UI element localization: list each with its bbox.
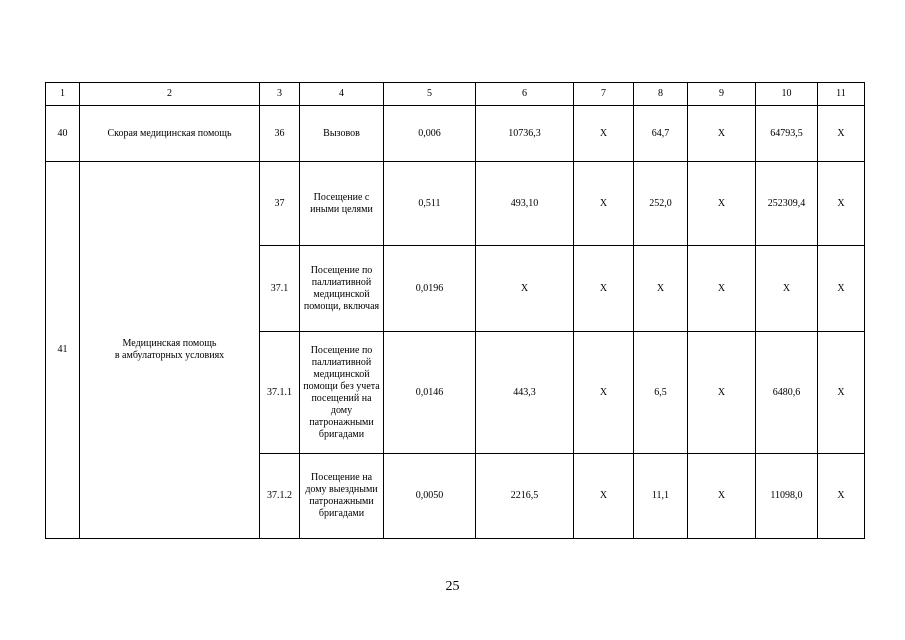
header-cell: 8 xyxy=(634,83,688,106)
header-cell: 2 xyxy=(80,83,260,106)
table-cell: 6480,6 xyxy=(756,332,818,454)
header-cell: 9 xyxy=(688,83,756,106)
table-row xyxy=(46,162,865,246)
table-cell: 64,7 xyxy=(634,106,688,162)
table-cell: 37.1.1 xyxy=(260,332,300,454)
table-row xyxy=(46,106,865,162)
table-cell: Х xyxy=(574,162,634,246)
table-cell: 252309,4 xyxy=(756,162,818,246)
table-cell: Посещение по паллиативной медицинской помощи без учета посещений на дому патронажными бригадами xyxy=(300,332,384,454)
table-cell: 6,5 xyxy=(634,332,688,454)
header-cell: 5 xyxy=(384,83,476,106)
header-cell: 3 xyxy=(260,83,300,106)
table-cell: Х xyxy=(756,246,818,332)
table-cell: Х xyxy=(574,332,634,454)
table-cell: Х xyxy=(818,162,865,246)
table-cell: 0,511 xyxy=(384,162,476,246)
row-name-line: Медицинская помощь xyxy=(122,338,217,349)
table-cell: Посещение на дому выездными патронажными бригадами xyxy=(300,454,384,539)
table-cell: 0,0146 xyxy=(384,332,476,454)
page-number: 25 xyxy=(445,579,460,594)
table-cell: 0,0196 xyxy=(384,246,476,332)
row-name-line: в амбулаторных условиях xyxy=(114,350,225,361)
table-cell: 11098,0 xyxy=(756,454,818,539)
row-number: 41 xyxy=(46,162,80,539)
table-cell: Посещение с иными целями xyxy=(300,162,384,246)
table-cell: 37.1.2 xyxy=(260,454,300,539)
table-cell: 37 xyxy=(260,162,300,246)
row-number: 40 xyxy=(46,106,80,162)
table-cell: Х xyxy=(688,246,756,332)
table-cell: 0,0050 xyxy=(384,454,476,539)
table-cell: Х xyxy=(688,332,756,454)
table-cell: 443,3 xyxy=(476,332,574,454)
table-cell: Х xyxy=(574,246,634,332)
table-cell: Х xyxy=(476,246,574,332)
table-cell: Х xyxy=(818,246,865,332)
table-cell: Х xyxy=(818,106,865,162)
table-cell: 252,0 xyxy=(634,162,688,246)
table-cell: Х xyxy=(574,106,634,162)
row-name: Скорая медицинская помощь xyxy=(80,106,260,162)
header-cell: 6 xyxy=(476,83,574,106)
table-cell: Посещение по паллиативной медицинской помощи, включая xyxy=(300,246,384,332)
table-cell: Х xyxy=(574,454,634,539)
table-cell: 36 xyxy=(260,106,300,162)
table-cell: 10736,3 xyxy=(476,106,574,162)
header-cell: 1 xyxy=(46,83,80,106)
table-cell: Х xyxy=(818,332,865,454)
table-cell: Вызовов xyxy=(300,106,384,162)
row-name xyxy=(80,162,260,539)
header-cell: 4 xyxy=(300,83,384,106)
table-cell: 11,1 xyxy=(634,454,688,539)
table-cell: Х xyxy=(688,106,756,162)
table-cell: 64793,5 xyxy=(756,106,818,162)
table-cell: 37.1 xyxy=(260,246,300,332)
data-table xyxy=(45,82,865,539)
header-row xyxy=(46,83,865,106)
header-cell: 10 xyxy=(756,83,818,106)
header-cell: 11 xyxy=(818,83,865,106)
table-cell: 493,10 xyxy=(476,162,574,246)
header-cell: 7 xyxy=(574,83,634,106)
table-cell: Х xyxy=(818,454,865,539)
table-cell: Х xyxy=(688,162,756,246)
table-cell: 2216,5 xyxy=(476,454,574,539)
table-cell: 0,006 xyxy=(384,106,476,162)
table-cell: Х xyxy=(634,246,688,332)
table-cell: Х xyxy=(688,454,756,539)
